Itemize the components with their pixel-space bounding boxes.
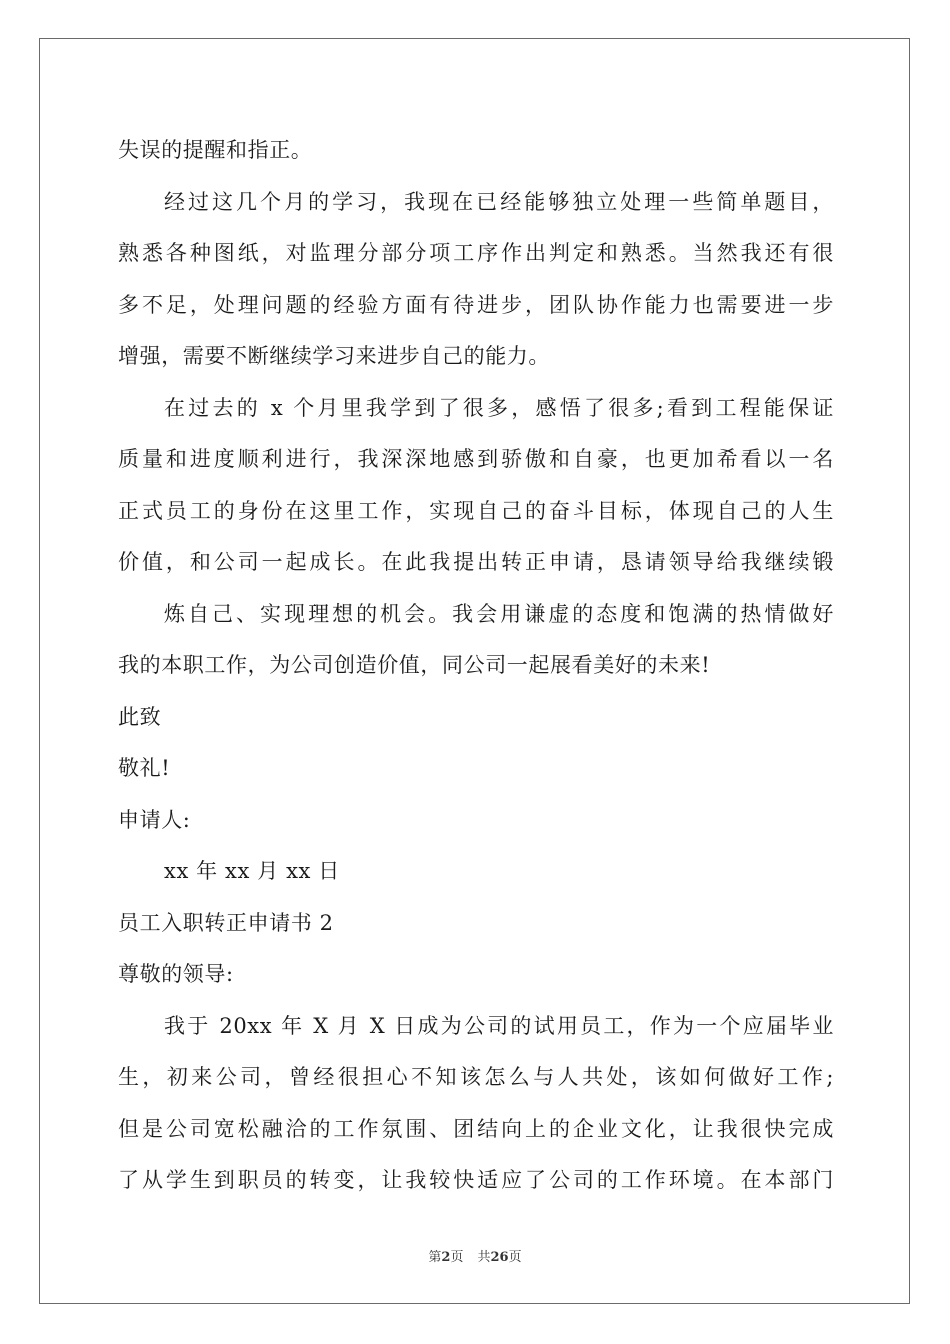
footer-total-suffix: 页 xyxy=(508,1250,522,1265)
paragraph-line: 熟悉各种图纸，对监理分部分项工序作出判定和熟悉。当然我还有很 xyxy=(118,241,834,265)
greeting: 尊敬的领导: xyxy=(118,962,234,986)
paragraph-line: 价值，和公司一起成长。在此我提出转正申请，恳请领导给我继续锻 xyxy=(118,550,834,574)
paragraph-line: 生，初来公司，曾经很担心不知该怎么与人共处，该如何做好工作; xyxy=(118,1065,834,1089)
document-body xyxy=(118,125,834,1207)
total-pages: 26 xyxy=(490,1250,509,1265)
footer-prefix: 第 xyxy=(428,1250,442,1265)
paragraph-line: 经过这几个月的学习，我现在已经能够独立处理一些简单题目， xyxy=(164,189,834,214)
applicant-label: 申请人: xyxy=(118,807,191,832)
paragraph-line: 我于 20xx 年 X 月 X 日成为公司的试用员工，作为一个应届毕业 xyxy=(164,1013,834,1038)
closing-salutation: 此致 xyxy=(118,704,162,729)
paragraph-line: 炼自己、实现理想的机会。我会用谦虚的态度和饱满的热情做好 xyxy=(164,601,834,626)
page-footer xyxy=(0,1246,950,1265)
paragraph-line: 正式员工的身份在这里工作，实现自己的奋斗目标，体现自己的人生 xyxy=(118,498,834,523)
closing-regards: 敬礼! xyxy=(118,756,171,780)
paragraph-line: 增强，需要不断继续学习来进步自己的能力。 xyxy=(118,344,550,368)
page-number: 2 xyxy=(441,1250,451,1265)
footer-total-prefix: 共 xyxy=(477,1250,491,1265)
paragraph-line: 多不足，处理问题的经验方面有待进步，团队协作能力也需要进一步 xyxy=(118,292,834,317)
paragraph-line: 质量和进度顺利进行，我深深地感到骄傲和自豪，也更加希看以一名 xyxy=(118,447,834,471)
paragraph-line: 失误的提醒和指正。 xyxy=(118,138,313,162)
paragraph-line: 但是公司宽松融洽的工作氛围、团结向上的企业文化，让我很快完成 xyxy=(118,1116,834,1141)
footer-page-suffix: 页 xyxy=(450,1250,464,1265)
section-title: 员工入职转正申请书 2 xyxy=(118,910,334,935)
paragraph-line: 了从学生到职员的转变，让我较快适应了公司的工作环境。在本部门 xyxy=(118,1168,834,1192)
paragraph-line: 我的本职工作，为公司创造价值，同公司一起展看美好的未来! xyxy=(118,653,711,677)
date-line: xx 年 xx 月 xx 日 xyxy=(164,859,340,883)
paragraph-line: 在过去的 x 个月里我学到了很多，感悟了很多;看到工程能保证 xyxy=(164,395,834,420)
